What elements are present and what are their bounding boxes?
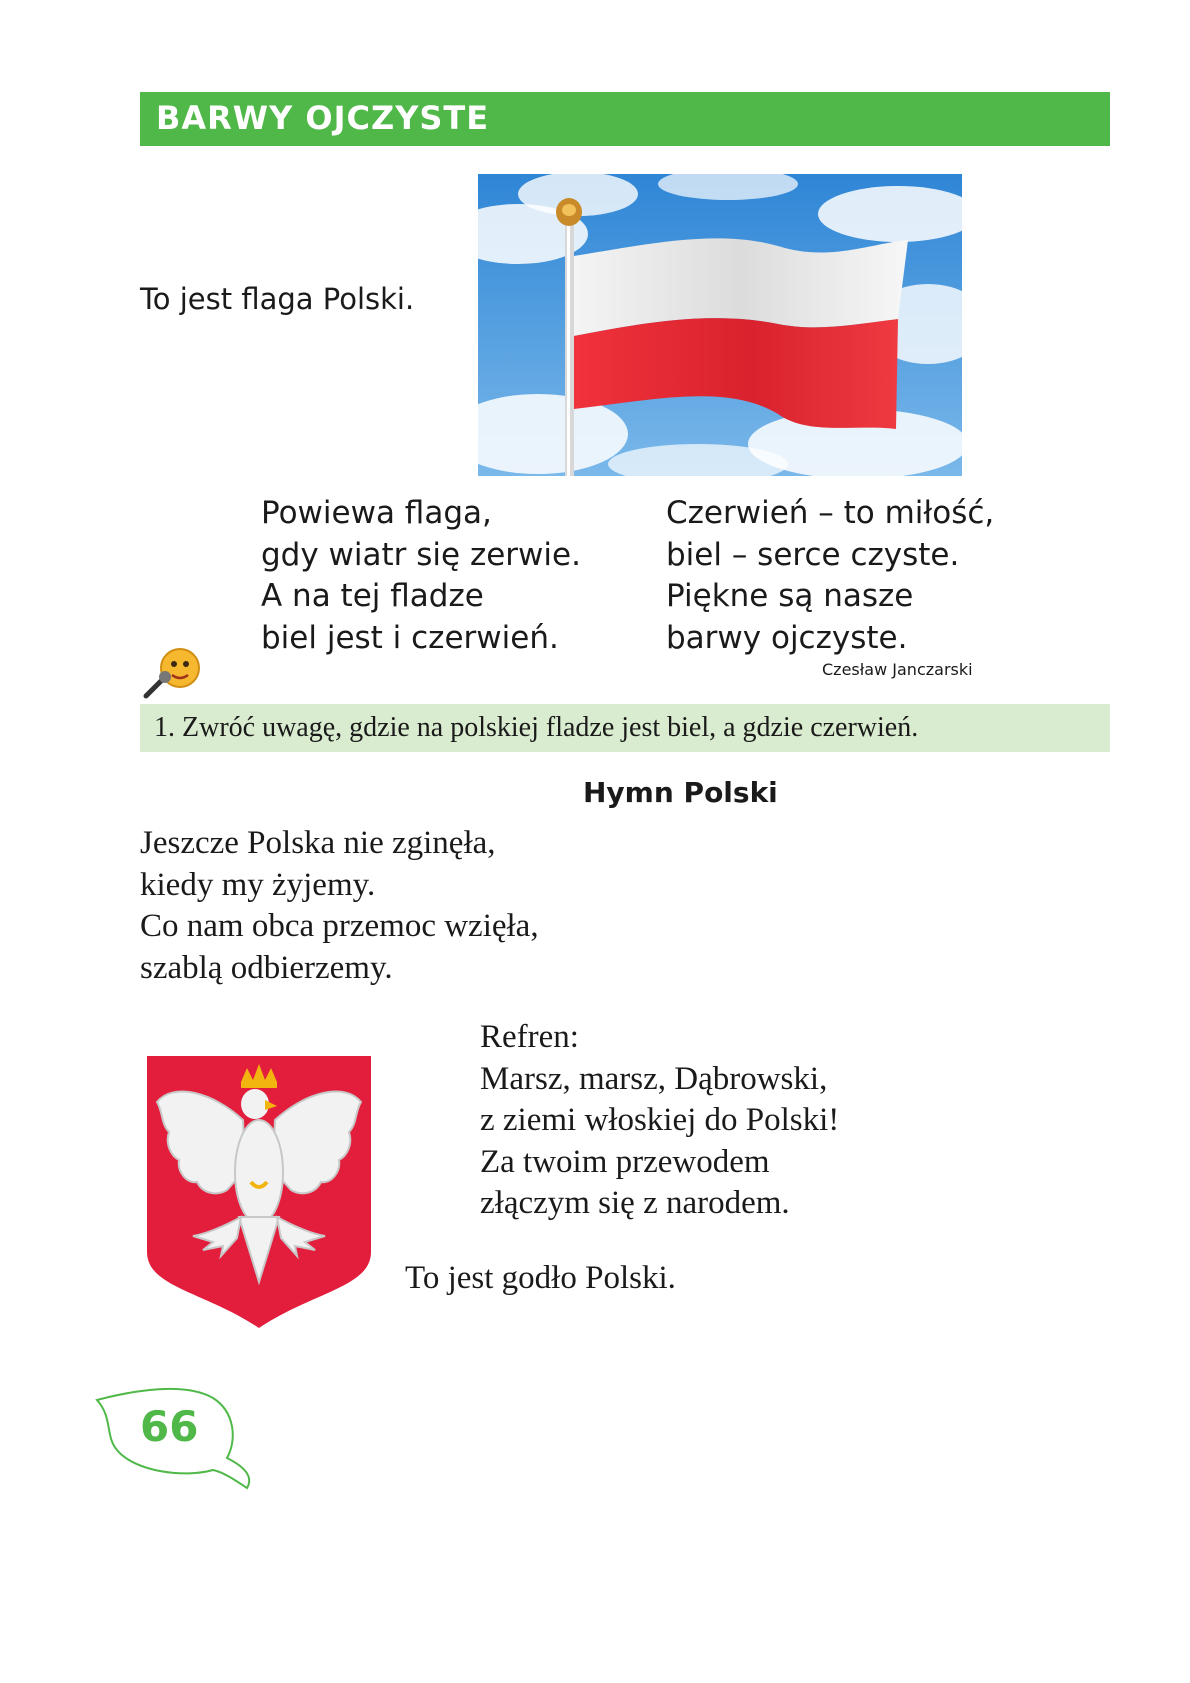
section-title: BARWY OJCZYSTE [156,99,490,137]
verse-line: Jeszcze Polska nie zginęła, [140,825,496,861]
poem-line: biel – serce czyste. [666,536,960,573]
poem-line: Powiewa flaga, [261,495,492,531]
task-bar [140,704,1110,752]
section-title-bar [140,92,1110,146]
refrain-line: złączym się z narodem. [480,1185,790,1221]
verse-line: szablą odbierzemy. [140,949,393,986]
poem-column-left [261,493,581,659]
emblem-caption: To jest godło Polski. [405,1260,676,1296]
verse-line: kiedy my żyjemy. [140,866,376,903]
task-text: 1. Zwróć uwagę, gdzie na polskiej fladze jest biel, a gdzie czerwień. [154,712,919,743]
polish-coat-of-arms-emblem [143,1052,375,1330]
refrain-line: Za twoim przewodem [480,1143,770,1180]
poem-line: biel jest i czerwień. [261,619,559,656]
refrain-line: Marsz, marsz, Dąbrowski, [480,1060,828,1097]
poem-line: Piękne są nasze [666,578,914,614]
flag-caption: To jest flaga Polski. [140,282,415,316]
polish-flag-photo [478,174,962,476]
poem-column-right [666,493,994,659]
poem-line: gdy wiatr się zerwie. [261,536,581,573]
hymn-refrain [480,1017,839,1225]
refrain-line: Refren: [480,1019,579,1055]
refrain-line: z ziemi włoskiej do Polski! [480,1102,840,1138]
poem-line: A na tej fladze [261,578,484,614]
hymn-title: Hymn Polski [583,776,778,809]
microphone-emoji-icon [140,644,204,700]
poem-author: Czesław Janczarski [822,660,973,679]
verse-line: Co nam obca przemoc wzięła, [140,908,539,944]
poem-line: barwy ojczyste. [666,619,908,656]
poem-line: Czerwień – to miłość, [666,495,995,531]
page-number: 66 [140,1402,199,1451]
hymn-verse [140,823,539,989]
